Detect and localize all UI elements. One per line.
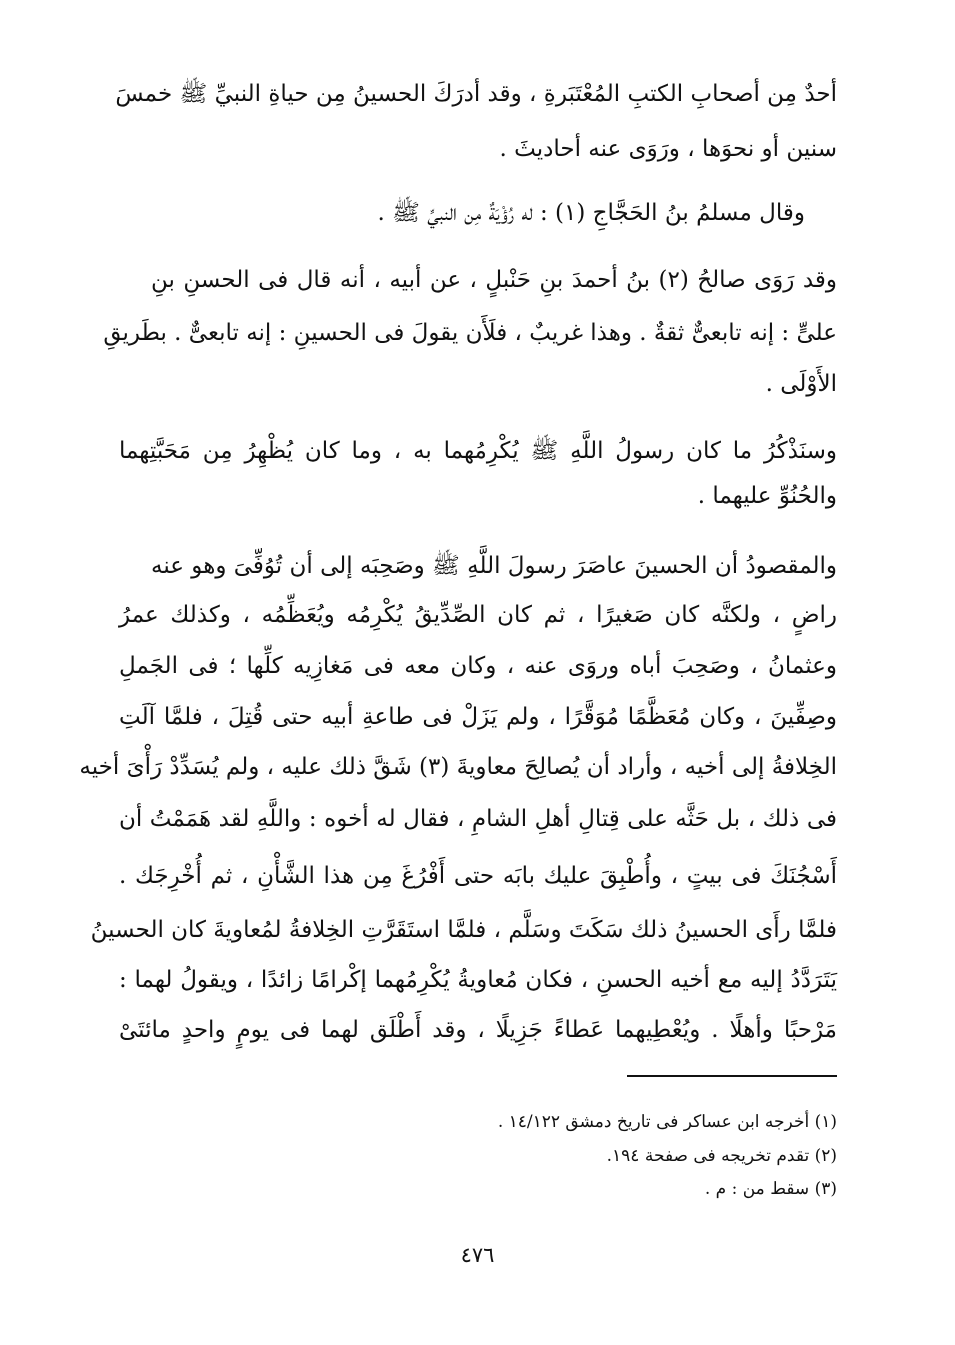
body-line-17: يَتَرَدَّدُ إليه مع أخيه الحسنِ ، فكان مُعاويةُ يُكْرِمُهما إكْرامًا زائدًا ، ويقولُ لهما : [119, 967, 837, 993]
body-line-14: فى ذلك ، بل حَثَّه على قِتالِ أهلِ الشامِ ، فقال له أخوه : واللَّهِ لقد هَمَمْتُ أن [119, 806, 837, 832]
footnote-1: (١) أخرجه ابن عساكر فى تاريخ دمشق ١٤/١٢٢ . [497, 1112, 837, 1132]
footnote-3: (٣) سقط من : م . [704, 1179, 837, 1199]
body-line-12: وصِفِّينَ ، وكان مُعَظَّمًا مُوَقَّرًا ، ولم يَزَلْ فى طاعةِ أبيه حتى قُتِلَ ، فلمَّا آلَتِ [119, 704, 837, 730]
body-line-5: علىٍّ : إنه تابعىٌّ ثقةٌ . وهذا غريبٌ ، فلَأَن يقولَ فى الحسينِ : إنه تابعىٌّ . بطَريقِ [103, 320, 837, 346]
body-line-4: وقد رَوَى صالحُ (٢) بنُ أحمدَ بنِ حَنْبلٍ ، عن أبيه ، أنه قال فى الحسنِ بنِ [151, 267, 837, 293]
body-line-6: الأَوْلَى . [765, 371, 837, 397]
footnote-2: (٢) تقدم تخريجه فى صفحة ١٩٤. [606, 1146, 837, 1166]
body-line-3: وقال مسلمُ بنُ الحَجَّاجِ (١) : له رُؤْيَةٌ مِن النبيِّ ﷺ . [377, 200, 805, 226]
body-line-13: الخِلافةُ إلى أخيه ، وأراد أن يُصالِحَ معاويةَ (٣) شَقَّ ذلك عليه ، ولم يُسَدِّدْ رَأْىَ أخيه [79, 754, 837, 780]
body-line-2: سنين أو نحوَها ، ورَوَى عنه أحاديثَ . [499, 136, 837, 162]
body-line-18: مَرْحبًا وأهلًا . ويُعْطِيهما عَطاءً جَزِيلًا ، وقد أَطْلَق لهما فى يومٍ واحدٍ مائتَىْ [119, 1017, 837, 1043]
body-line-15: أَسْجُنَكَ فى بيتٍ ، وأُطْبِقَ عليك بابَه حتى أَفْرُغَ مِن هذا الشَّأْنِ ، ثم أُخْرِجَك . [119, 863, 837, 889]
body-line-9: والمقصودُ أن الحسينَ عاصَرَ رسولَ اللَّهِ ﷺ وصَحِبَه إلى أن تُوُفِّىَ وهو عنه [151, 553, 837, 579]
body-line-10: راضٍ ، ولكنَّه كان صَغيرًا ، ثم كان الصِّدِّيقُ يُكْرِمُه ويُعَظِّمُه ، وكذلك عمرُ [119, 602, 837, 628]
body-line-16: فلمَّا رأَى الحسينُ ذلك سَكَتَ وسَلَّم ، فلمَّا استَقَرَّتِ الخِلافةُ لمُعاويةَ كان الحسينُ [90, 917, 837, 943]
body-line-11: وعثمانُ ، وصَحِبَ أباه وروَى عنه ، وكان معه فى مَغازِيه كلِّها ؛ فى الجَملِ [119, 653, 837, 679]
page-number: ٤٧٦ [460, 1243, 495, 1267]
body-line-1: أحدٌ مِن أصحابِ الكتبِ المُعْتَبَرةِ ، وقد أدرَكَ الحسينُ مِن حياةِ النبيِّ ﷺ خمسَ [115, 81, 837, 107]
body-line-7: وسنَذْكُرُ ما كان رسولُ اللَّهِ ﷺ يُكْرِمُهما به ، وما كان يُظْهِرُ مِن مَحَبَّتِهما [119, 438, 837, 464]
footnote-separator [627, 1075, 837, 1077]
body-line-8: والحُنُوِّ عليهما . [697, 483, 837, 509]
